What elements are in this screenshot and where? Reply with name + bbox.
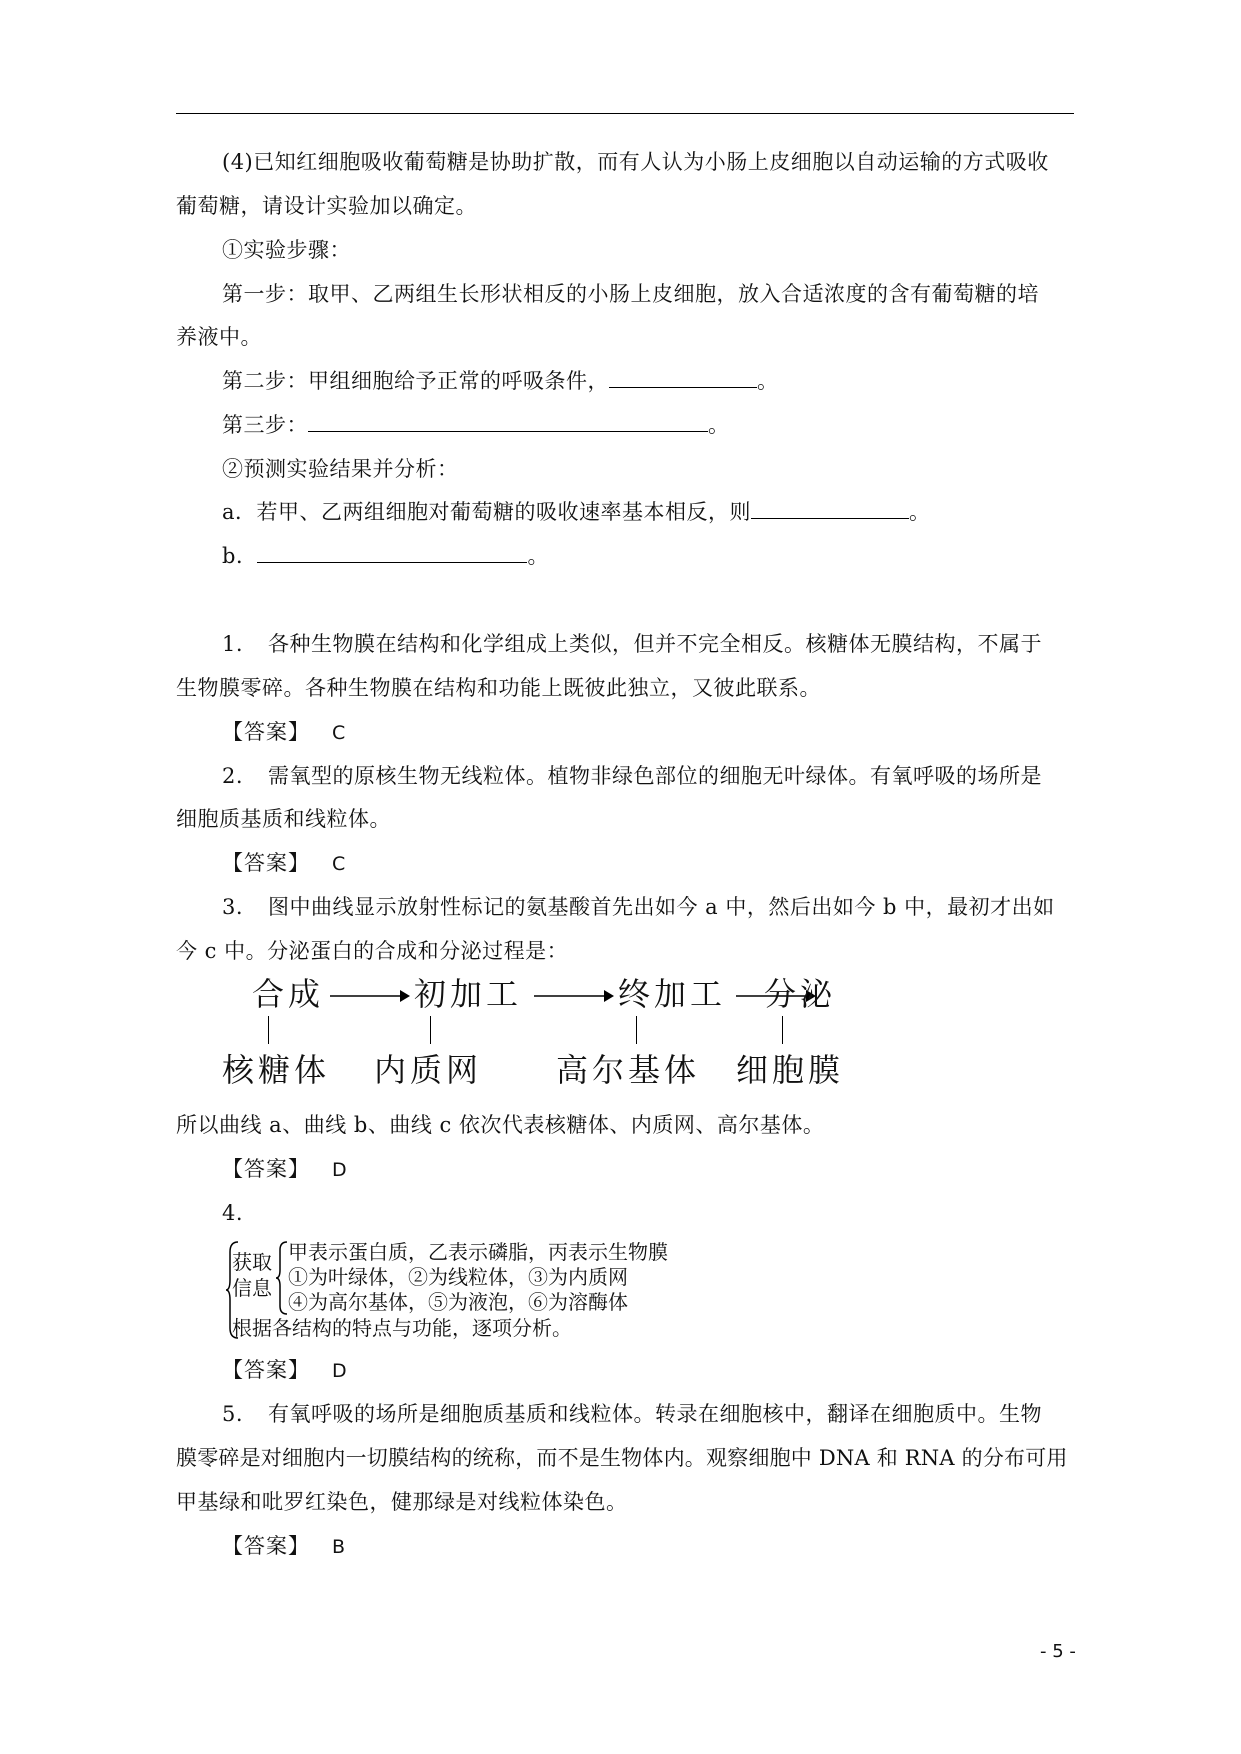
answer3-conclusion: 所以曲线 a、曲线 b、曲线 c 依次代表核糖体、内质网、高尔基体。 [176,1113,825,1137]
flow-connector [430,1016,431,1044]
answer3-number: 3. [222,895,244,919]
flow-organelle-membrane: 细胞膜 [736,1051,845,1089]
info-item-3: ④为高尔基体，⑤为液泡，⑥为溶酶体 [288,1290,628,1314]
q4-predict-title: ②预测实验结果并分析： [222,457,459,481]
answer1-text: 各种生物膜在结构和化学组成上类似，但并不完全相反。核糖体无膜结构，不属于 [268,632,1042,656]
answer-label: 【答案】 [222,1534,310,1558]
info-bottom: 根据各结构的特点与功能，逐项分析。 [232,1316,572,1340]
answer4-value: D [332,1360,348,1382]
answer-label: 【答案】 [222,851,310,875]
answer1-result [222,718,346,747]
answer1-value: C [332,722,346,744]
answer5-result [222,1532,346,1561]
secretion-flow-diagram [222,975,845,1094]
q4-result-b-prefix: b． [222,544,258,568]
answer5-line3: 甲基绿和吡罗红染色，健那绿是对线粒体染色。 [176,1490,628,1514]
header-rule [176,113,1074,114]
answer2-value: C [332,853,346,875]
flow-connector [636,1016,637,1044]
answer-label: 【答案】 [222,1358,310,1382]
flow-step-final-processing: 终加工 [618,975,727,1013]
q4-step2 [222,367,779,395]
q4-steps-title: ①实验步骤： [222,238,351,262]
answer3-value: D [332,1159,348,1181]
answer1-number: 1. [222,632,244,656]
q4-result-b [222,542,549,570]
q4-step3-prefix: 第三步： [222,413,308,437]
flow-arrow-icon [534,990,614,1002]
q4-result-a-suffix: 。 [909,500,931,524]
flow-connector [268,1016,269,1044]
info-brace-box [226,1240,786,1340]
info-label-line1: 获取 [232,1250,272,1274]
flow-step-secretion: 分泌 [764,975,837,1013]
info-label-line2: 信息 [232,1276,272,1300]
q4-step1-line2: 养液中。 [176,325,262,349]
answer2-line1 [222,762,1042,790]
answer5-text: 有氧呼吸的场所是细胞质基质和线粒体。转录在细胞核中，翻译在细胞质中。生物 [268,1402,1042,1426]
flow-step-synthesis: 合成 [252,975,325,1013]
answer5-value: B [332,1536,346,1558]
flow-connector [782,1016,783,1044]
answer4-number: 4. [222,1201,244,1225]
answer3-line1 [222,893,1055,921]
q4-step2-prefix: 第二步：甲组细胞给予正常的呼吸条件， [222,369,609,393]
q4-intro-line2: 葡萄糖，请设计实验加以确定。 [176,194,477,218]
answer2-result [222,849,346,878]
answer2-number: 2. [222,764,244,788]
answer4-result [222,1356,347,1385]
q4-result-b-suffix: 。 [527,544,549,568]
q4-step1-line1: 第一步：取甲、乙两组生长形状相反的小肠上皮细胞，放入合适浓度的含有葡萄糖的培 [222,282,1039,306]
q4-step2-suffix: 。 [757,369,779,393]
page-number: - 5 - [1040,1641,1076,1662]
q4-step3-suffix: 。 [708,413,730,437]
flow-organelle-er: 内质网 [374,1051,483,1089]
answer3-text: 图中曲线显示放射性标记的氨基酸首先出如今 a 中，然后出如今 b 中，最初才出如 [268,895,1055,919]
info-item-1: 甲表示蛋白质，乙表示磷脂，丙表示生物膜 [288,1240,668,1264]
answer3-result [222,1155,347,1184]
q4-intro-line1: (4)已知红细胞吸收葡萄糖是协助扩散，而有人认为小肠上皮细胞以自动运输的方式吸收 [222,150,1049,174]
info-item-2: ①为叶绿体，②为线粒体，③为内质网 [288,1265,628,1289]
answer5-line2: 膜零碎是对细胞内一切膜结构的统称，而不是生物体内。观察细胞中 DNA 和 RNA 的分布可用 [176,1446,1068,1470]
flow-step-initial-processing: 初加工 [414,975,523,1013]
answer2-line2: 细胞质基质和线粒体。 [176,807,391,831]
q4-step3 [222,411,730,439]
q4-result-b-blank [257,542,527,563]
q4-step3-blank [308,411,708,432]
answer-label: 【答案】 [222,720,310,744]
answer5-number: 5. [222,1402,244,1426]
flow-organelle-golgi: 高尔基体 [556,1051,701,1089]
answer5-line1 [222,1400,1042,1428]
answer3-line2: 今 c 中。分泌蛋白的合成和分泌过程是： [176,939,569,963]
answer1-line1 [222,630,1042,658]
q4-step2-blank [609,367,757,388]
flow-arrow-icon [330,990,410,1002]
answer-label: 【答案】 [222,1157,310,1181]
q4-result-a [222,498,931,526]
inner-brace-icon [276,1240,288,1316]
flow-organelle-ribosome: 核糖体 [222,1051,331,1089]
answer2-text: 需氧型的原核生物无线粒体。植物非绿色部位的细胞无叶绿体。有氧呼吸的场所是 [268,764,1042,788]
q4-result-a-blank [751,498,909,519]
q4-result-a-prefix: a．若甲、乙两组细胞对葡萄糖的吸收速率基本相反，则 [222,500,752,524]
answer1-line2: 生物膜零碎。各种生物膜在结构和功能上既彼此独立，又彼此联系。 [176,676,821,700]
